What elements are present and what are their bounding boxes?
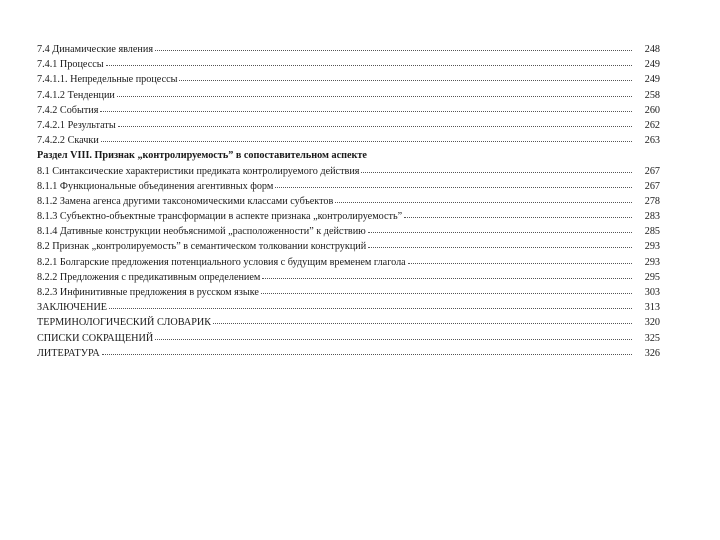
toc-entry-title: ТЕРМИНОЛОГИЧЕСКИЙ СЛОВАРИК (37, 317, 212, 329)
table-of-contents (37, 42, 660, 361)
dot-leader (261, 292, 632, 294)
toc-entry-page: 249 (644, 74, 660, 86)
toc-entry-page: 278 (644, 195, 660, 207)
dot-leader (368, 231, 632, 233)
toc-entry-title: 7.4.1 Процессы (37, 59, 104, 71)
toc-entry-title: ЛИТЕРАТУРА (37, 347, 100, 359)
toc-entry-title: 8.2 Признак „контролируемость” в семантическом толковании конструкций (37, 241, 367, 253)
toc-entry (37, 300, 660, 315)
toc-entry-title: 8.1.1 Функциональные объединения агентивных форм (37, 180, 274, 192)
toc-entry-page: 293 (644, 241, 660, 253)
toc-entry (37, 179, 660, 194)
toc-entry (37, 118, 660, 133)
toc-entry (37, 133, 660, 148)
toc-entry-page: 303 (644, 287, 660, 298)
toc-entry-page: 285 (644, 226, 660, 238)
toc-section-title: Раздел VIII. Признак „контролируемость” в сопоставительном аспекте (37, 150, 367, 162)
toc-entry (37, 103, 660, 118)
dot-leader (118, 125, 632, 127)
dot-leader (404, 216, 632, 218)
toc-entry (37, 239, 660, 254)
toc-section-heading (37, 148, 660, 163)
dot-leader (101, 140, 632, 142)
toc-entry (37, 346, 660, 361)
toc-entry-page: 313 (644, 302, 660, 314)
toc-entry-title: 8.2.1 Болгарские предложения потенциального условия с будущим временем глагола (37, 256, 406, 268)
toc-entry-page: 326 (644, 347, 660, 359)
toc-entry (37, 88, 660, 103)
toc-entry (37, 315, 660, 330)
dot-leader (408, 262, 632, 264)
toc-entry-page: 267 (644, 165, 660, 177)
toc-entry (37, 285, 660, 300)
toc-entry-page: 263 (644, 135, 660, 147)
toc-entry-page: 295 (644, 271, 660, 283)
toc-entry-title: 7.4.2.1 Результаты (37, 119, 116, 131)
dot-leader (368, 246, 632, 248)
toc-entry (37, 270, 660, 285)
dot-leader (155, 49, 632, 51)
dot-leader (155, 338, 632, 340)
toc-entry (37, 255, 660, 270)
toc-entry (37, 224, 660, 239)
toc-entry-page: 267 (644, 180, 660, 192)
toc-entry-title: 7.4.2 События (37, 104, 99, 116)
dot-leader (117, 95, 632, 97)
dot-leader (109, 307, 632, 309)
toc-entry-page: 320 (644, 317, 660, 329)
toc-entry-page: 325 (644, 332, 660, 344)
dot-leader (102, 353, 632, 355)
toc-entry-title: 7.4.1.1. Непредельные процессы (37, 74, 178, 86)
toc-entry-title: 8.1.3 Субъектно-объектные трансформации в аспекте признака „контролируемость” (37, 211, 403, 223)
toc-entry-title: 8.1 Синтаксические характеристики предиката контролируемого действия (37, 165, 360, 177)
dot-leader (361, 171, 632, 173)
toc-entry (37, 331, 660, 346)
toc-entry-page: 258 (644, 89, 660, 101)
toc-entry-title: 7.4.2.2 Скачки (37, 135, 99, 147)
dot-leader (100, 110, 632, 112)
toc-entry-page: 248 (644, 44, 660, 55)
toc-entry-page: 260 (644, 104, 660, 116)
toc-entry-page: 293 (644, 256, 660, 268)
toc-entry-page: 249 (644, 59, 660, 71)
dot-leader (213, 322, 632, 324)
toc-entry-title: 8.1.4 Дативные конструкции необъяснимой „расположенности” к действию (37, 226, 366, 238)
toc-entry-title: ЗАКЛЮЧЕНИЕ (37, 302, 108, 314)
dot-leader (179, 79, 632, 81)
dot-leader (106, 64, 632, 66)
toc-entry-title: 7.4 Динамические явления (37, 44, 154, 55)
toc-entry-title: 8.2.2 Предложения с предикативным определением (37, 271, 261, 283)
toc-entry-title: 7.4.1.2 Тенденции (37, 89, 115, 101)
toc-entry-title: СПИСКИ СОКРАЩЕНИЙ (37, 332, 154, 344)
toc-entry-page: 262 (644, 119, 660, 131)
dot-leader (335, 201, 632, 203)
toc-entry (37, 209, 660, 224)
toc-entry-title: 8.2.3 Инфинитивные предложения в русском языке (37, 287, 259, 298)
dot-leader (275, 186, 632, 188)
dot-leader (262, 277, 632, 279)
toc-entry (37, 72, 660, 87)
toc-entry (37, 164, 660, 179)
toc-entry (37, 42, 660, 57)
toc-entry-page: 283 (644, 211, 660, 223)
toc-entry (37, 57, 660, 72)
toc-entry (37, 194, 660, 209)
toc-entry-title: 8.1.2 Замена агенса другими таксономическими классами субъектов (37, 195, 334, 207)
